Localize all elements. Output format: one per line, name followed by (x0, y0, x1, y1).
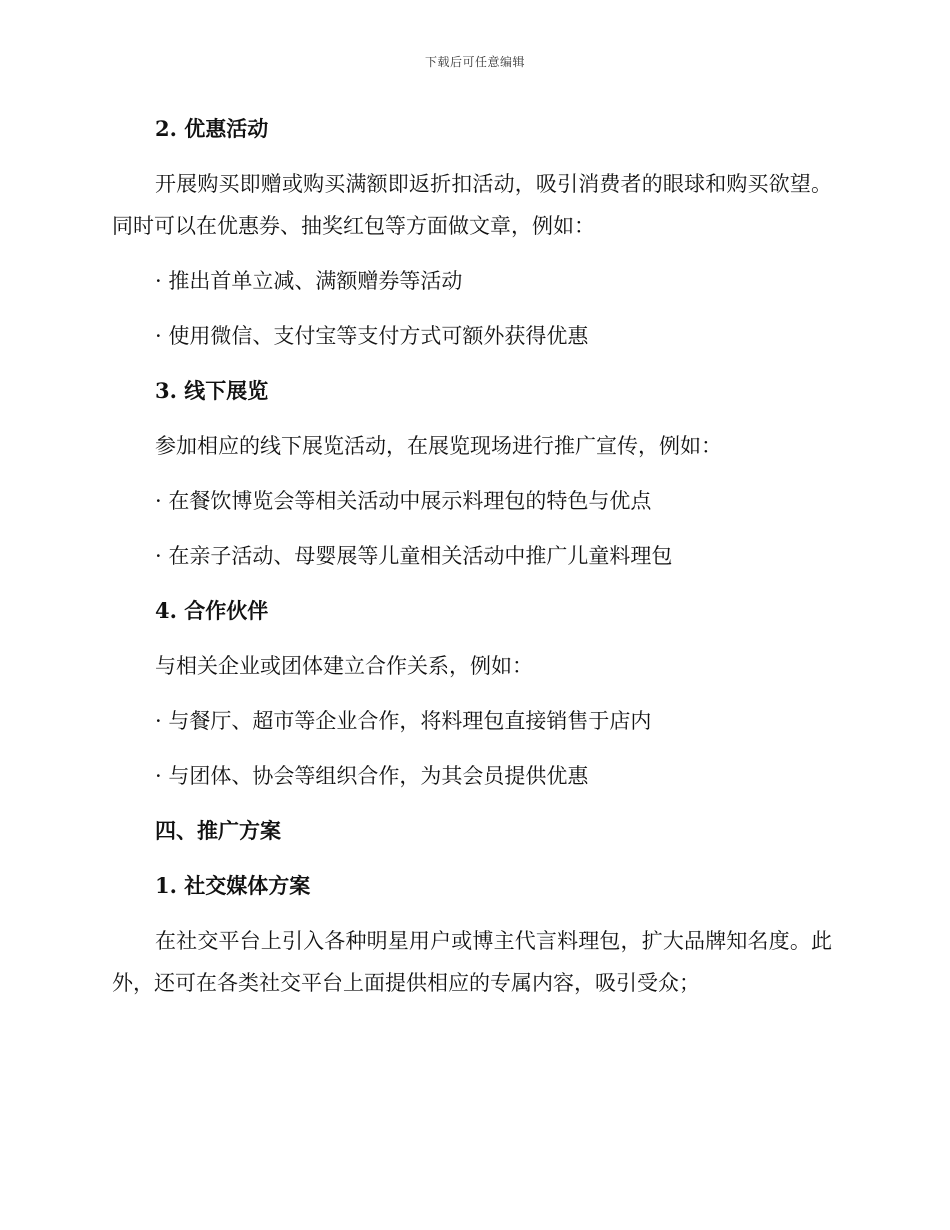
bullet-payment-offer: · 使用微信、支付宝等支付方式可额外获得优惠 (155, 324, 589, 348)
page-header: 下载后可任意编辑 (424, 55, 525, 69)
bullet-food-expo: · 在餐饮博览会等相关活动中展示料理包的特色与优点 (155, 489, 652, 513)
document-body (112, 108, 832, 1017)
bullet-first-order: · 推出首单立减、满额赠券等活动 (155, 269, 463, 293)
chapter-heading-promotion-plan: 四、推广方案 (155, 818, 281, 843)
section-heading-partners: 4. 合作伙伴 (155, 598, 269, 623)
bullet-restaurants-supermarkets: · 与餐厅、超市等企业合作，将料理包直接销售于店内 (155, 709, 652, 733)
bullet-associations: · 与团体、协会等组织合作，为其会员提供优惠 (155, 764, 589, 788)
section-heading-social-media: 1. 社交媒体方案 (155, 873, 311, 898)
paragraph-discounts: 开展购买即赠或购买满额即返折扣活动，吸引消费者的眼球和购买欲望。同时可以在优惠券、抽奖红包等方面做文章，例如： (112, 172, 832, 238)
paragraph-offline-exhibition: 参加相应的线下展览活动，在展览现场进行推广宣传，例如： (155, 434, 722, 458)
bullet-kids-events: · 在亲子活动、母婴展等儿童相关活动中推广儿童料理包 (155, 544, 673, 568)
section-heading-discounts: 2. 优惠活动 (155, 116, 269, 141)
paragraph-social-media: 在社交平台上引入各种明星用户或博主代言料理包，扩大品牌知名度。此外，还可在各类社交平台上面提供相应的专属内容，吸引受众； (112, 929, 832, 995)
paragraph-partners: 与相关企业或团体建立合作关系，例如： (155, 654, 533, 678)
section-heading-offline-exhibition: 3. 线下展览 (155, 378, 269, 403)
